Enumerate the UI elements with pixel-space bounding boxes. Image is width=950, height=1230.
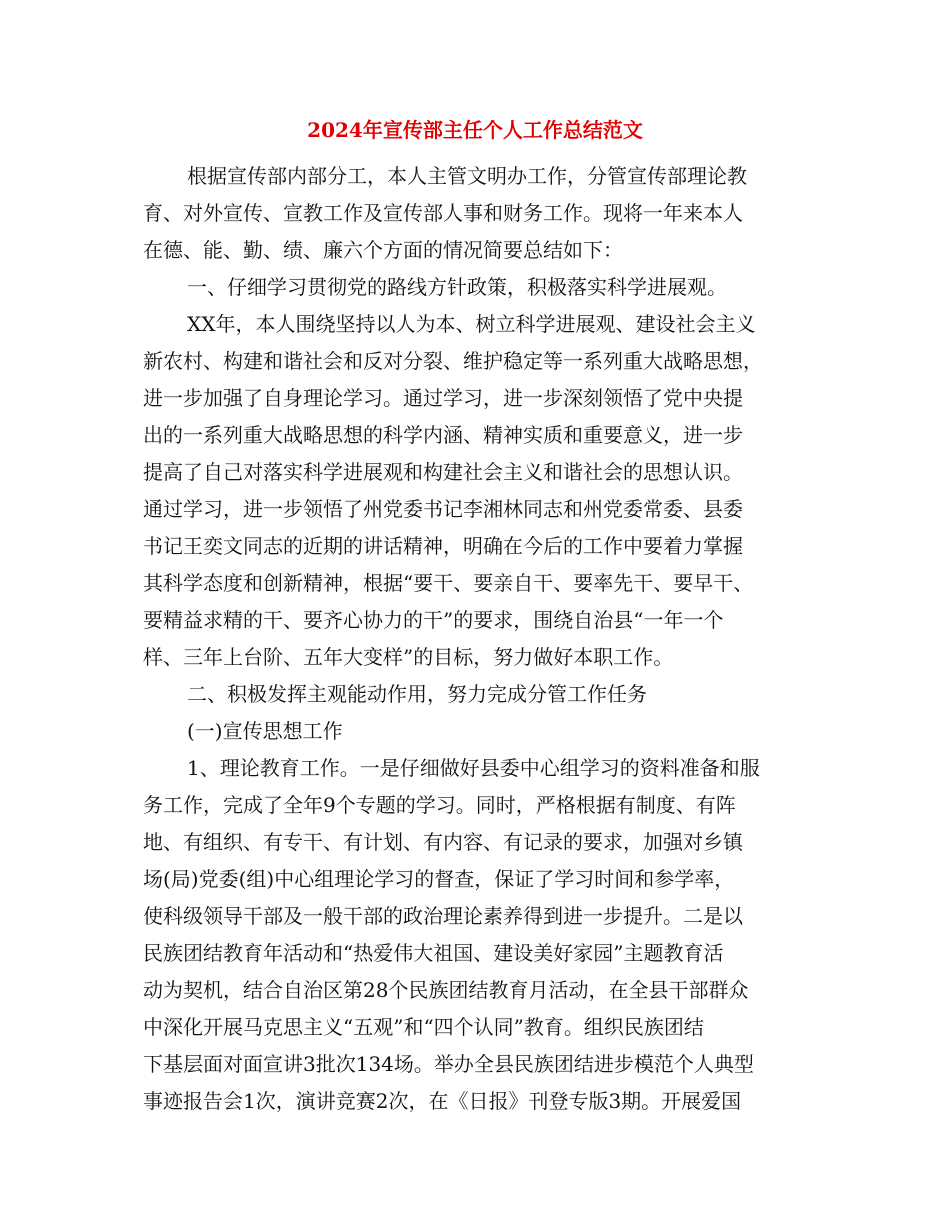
- body-line: 动为契机，结合自治区第28个民族团结教育月活动，在全县干部群众: [143, 978, 749, 1002]
- body-line: 根据宣传部内部分工，本人主管文明办工作，分管宣传部理论教: [187, 164, 747, 188]
- body-line: 样、三年上台阶、五年大变样”的目标，努力做好本职工作。: [143, 645, 674, 669]
- body-line: 在德、能、勤、绩、廉六个方面的情况简要总结如下：: [143, 238, 623, 262]
- body-line: 新农村、构建和谐社会和反对分裂、维护稳定等一系列重大战略思想，: [143, 349, 763, 373]
- body-line: 进一步加强了自身理论学习。通过学习，进一步深刻领悟了党中央提: [143, 386, 743, 410]
- body-line: 民族团结教育年活动和“热爱伟大祖国、建设美好家园”主题教育活: [143, 941, 724, 965]
- body-line: 使科级领导干部及一般干部的政治理论素养得到进一步提升。二是以: [143, 904, 743, 928]
- body-line: 育、对外宣传、宣教工作及宣传部人事和财务工作。现将一年来本人: [143, 201, 743, 225]
- body-line: 事迹报告会1次，演讲竞赛2次，在《日报》刊登专版3期。开展爱国: [143, 1089, 742, 1113]
- body-line: 要精益求精的干、要齐心协力的干”的要求，围绕自治县“一年一个: [143, 608, 724, 632]
- body-line: XX年，本人围绕坚持以人为本、树立科学进展观、建设社会主义: [187, 312, 756, 336]
- document-title: 2024年宣传部主任个人工作总结范文: [307, 118, 643, 142]
- body-line: 1、理论教育工作。一是仔细做好县委中心组学习的资料准备和服: [187, 756, 760, 780]
- body-line: 二、积极发挥主观能动作用，努力完成分管工作任务: [187, 682, 647, 706]
- body-line: 中深化开展马克思主义“五观”和“四个认同”教育。组织民族团结: [143, 1015, 704, 1039]
- body-line: 通过学习，进一步领悟了州党委书记李湘林同志和州党委常委、县委: [143, 497, 743, 521]
- body-line: 书记王奕文同志的近期的讲话精神，明确在今后的工作中要着力掌握: [143, 534, 743, 558]
- body-line: 出的一系列重大战略思想的科学内涵、精神实质和重要意义，进一步: [143, 423, 743, 447]
- document-body: [143, 158, 811, 1120]
- body-line: (一)宣传思想工作: [187, 719, 343, 743]
- body-line: 场(局)党委(组)中心组理论学习的督查，保证了学习时间和参学率，: [143, 867, 735, 891]
- body-line: 务工作，完成了全年9个专题的学习。同时，严格根据有制度、有阵: [143, 793, 736, 817]
- body-line: 其科学态度和创新精神，根据“要干、要亲自干、要率先干、要早干、: [143, 571, 754, 595]
- body-line: 下基层面对面宣讲3批次134场。举办全县民族团结进步模范个人典型: [143, 1052, 754, 1076]
- body-line: 地、有组织、有专干、有计划、有内容、有记录的要求，加强对乡镇: [143, 830, 743, 854]
- body-line: 一、仔细学习贯彻党的路线方针政策，积极落实科学进展观。: [187, 275, 727, 299]
- body-line: 提高了自己对落实科学进展观和构建社会主义和谐社会的思想认识。: [143, 460, 743, 484]
